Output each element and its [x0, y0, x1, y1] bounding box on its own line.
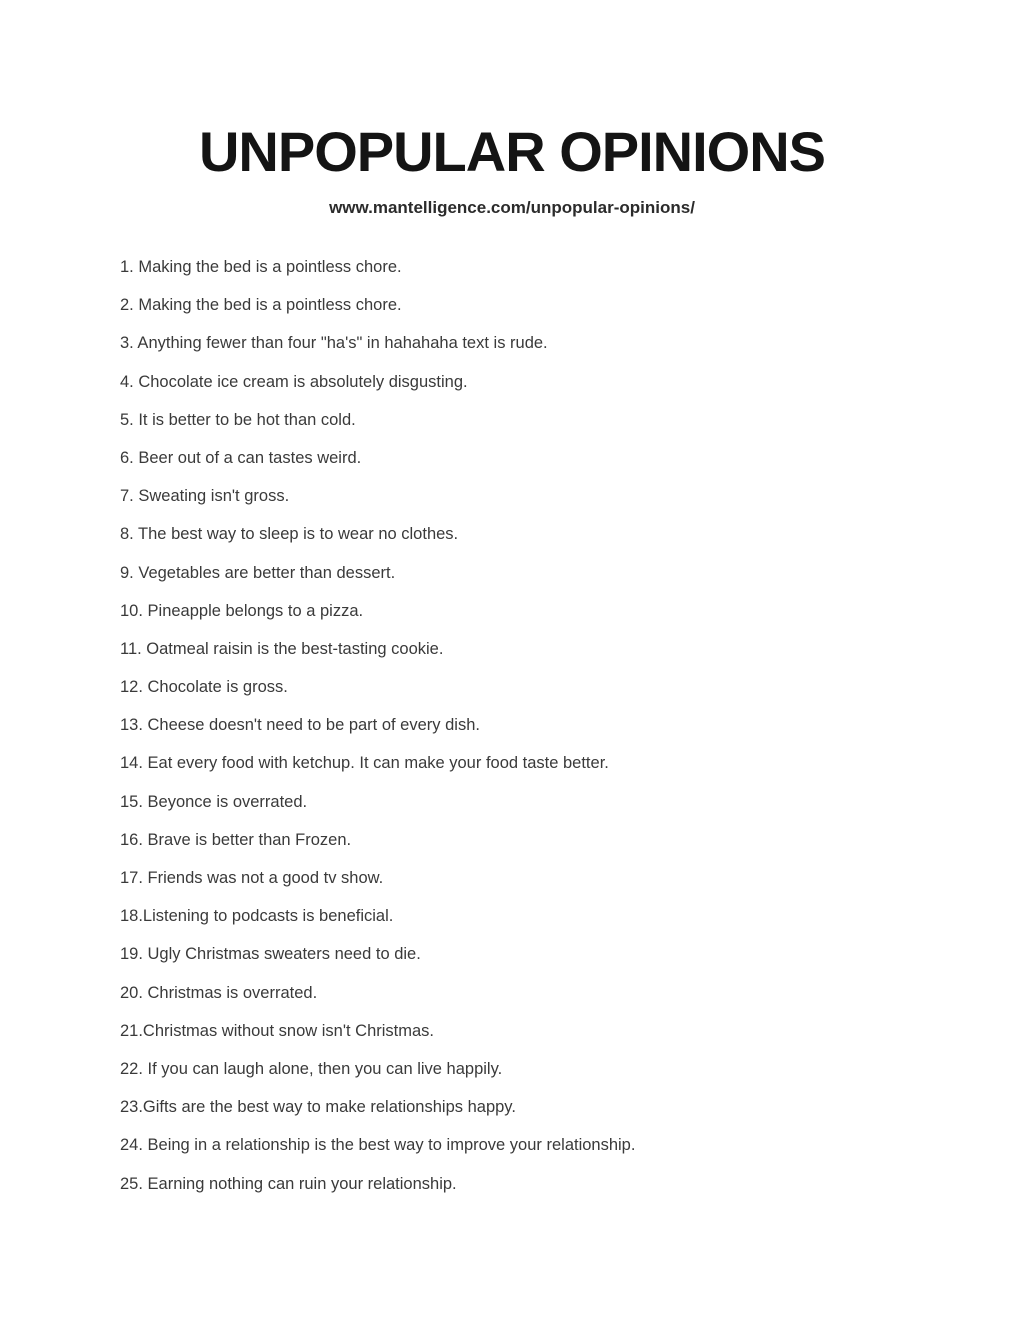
source-url: www.mantelligence.com/unpopular-opinions/: [329, 198, 695, 217]
list-item: 5. It is better to be hot than cold.: [120, 410, 356, 429]
list-item: 2. Making the bed is a pointless chore.: [120, 296, 402, 315]
list-item: 22. If you can laugh alone, then you can live happily.: [120, 1059, 503, 1078]
list-item: 11. Oatmeal raisin is the best-tasting cookie.: [120, 639, 444, 658]
list-item: 8. The best way to sleep is to wear no clothes.: [120, 525, 459, 544]
list-item: 7. Sweating isn't gross.: [120, 487, 290, 506]
list-item: 16. Brave is better than Frozen.: [120, 830, 352, 849]
page-title: UNPOPULAR OPINIONS: [198, 120, 826, 183]
list-item: 24. Being in a relationship is the best way to improve your relationship.: [120, 1136, 636, 1155]
list-item: 20. Christmas is overrated.: [120, 983, 318, 1002]
list-item: 14. Eat every food with ketchup. It can make your food taste better.: [120, 754, 609, 773]
list-item: 9. Vegetables are better than dessert.: [120, 563, 396, 582]
list-item: 3. Anything fewer than four "ha's" in hahahaha text is rude.: [120, 334, 548, 353]
list-item: 1. Making the bed is a pointless chore.: [120, 258, 402, 276]
list-item: 4. Chocolate ice cream is absolutely disgusting.: [120, 372, 468, 391]
opinion-list: [120, 257, 924, 1194]
list-item: 15. Beyonce is overrated.: [120, 792, 308, 811]
list-item: 23.Gifts are the best way to make relationships happy.: [120, 1098, 516, 1117]
list-item: 12. Chocolate is gross.: [120, 678, 288, 697]
list-item: 6. Beer out of a can tastes weird.: [120, 448, 362, 467]
list-item: 13. Cheese doesn't need to be part of every dish.: [120, 716, 480, 735]
list-item: 10. Pineapple belongs to a pizza.: [120, 601, 364, 620]
list-item: 17. Friends was not a good tv show.: [120, 869, 384, 887]
list-item: 25. Earning nothing can ruin your relationship.: [120, 1174, 457, 1193]
list-item: 18.Listening to podcasts is beneficial.: [120, 907, 394, 926]
list-item: 19. Ugly Christmas sweaters need to die.: [120, 945, 421, 964]
list-item: 21.Christmas without snow isn't Christmas.: [120, 1021, 434, 1040]
